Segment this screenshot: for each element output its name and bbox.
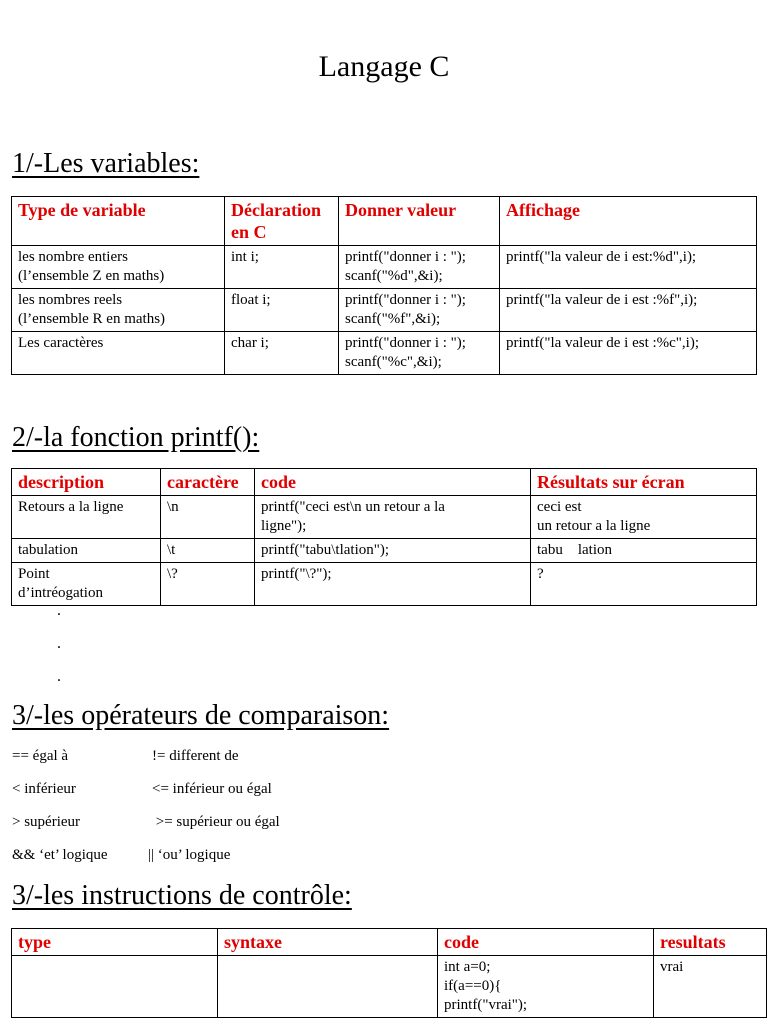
- table-cell: \n: [161, 496, 255, 539]
- operator-item: == égal à: [12, 748, 69, 764]
- table-cell: printf("donner i : "); scanf("%c",&i);: [339, 332, 500, 375]
- operator-item: >= supérieur ou égal: [152, 814, 280, 830]
- table-cell: les nombre entiers (l’ensemble Z en maths): [12, 246, 225, 289]
- table-cell: Retours a la ligne: [12, 496, 161, 539]
- table-cell: \?: [161, 563, 255, 606]
- dot: .: [57, 635, 61, 652]
- section-heading-variables: 1/-Les variables:: [12, 148, 200, 179]
- table-row: [12, 289, 757, 332]
- section-heading-control: 3/-les instructions de contrôle:: [12, 880, 352, 911]
- column-header: Résultats sur écran: [531, 469, 757, 496]
- table-cell: float i;: [225, 289, 339, 332]
- table-cell: tabu lation: [531, 539, 757, 563]
- table-cell: printf("la valeur de i est:%d",i);: [500, 246, 757, 289]
- table-cell: ?: [531, 563, 757, 606]
- table-cell: printf("la valeur de i est :%f",i);: [500, 289, 757, 332]
- section-heading-printf: 2/-la fonction printf():: [12, 422, 260, 453]
- table-cell: tabulation: [12, 539, 161, 563]
- column-header: code: [255, 469, 531, 496]
- table-cell: printf("donner i : "); scanf("%d",&i);: [339, 246, 500, 289]
- table-cell: \t: [161, 539, 255, 563]
- dot: .: [57, 668, 61, 685]
- table-header-row: [12, 469, 757, 496]
- column-header: type: [12, 929, 218, 956]
- table-row: [12, 496, 757, 539]
- column-header: Type de variable: [12, 197, 225, 246]
- table-cell: Point d’intréogation: [12, 563, 161, 606]
- table-cell: printf("la valeur de i est :%c",i);: [500, 332, 757, 375]
- table-cell: Les caractères: [12, 332, 225, 375]
- table-cell: printf("tabu\tlation");: [255, 539, 531, 563]
- table-row: [12, 246, 757, 289]
- column-header: resultats: [654, 929, 767, 956]
- table-cell: int a=0; if(a==0){ printf("vrai");: [438, 956, 654, 1018]
- control-table: [11, 928, 767, 1018]
- table-row: [12, 332, 757, 375]
- operator-item: || ‘ou’ logique: [148, 847, 231, 863]
- operator-item: <= inférieur ou égal: [152, 781, 272, 797]
- table-cell: char i;: [225, 332, 339, 375]
- column-header: syntaxe: [218, 929, 438, 956]
- operator-item: != different de: [152, 748, 239, 764]
- table-cell: ceci est un retour a la ligne: [531, 496, 757, 539]
- variables-table: [11, 196, 757, 375]
- table-cell: les nombres reels (l’ensemble R en maths): [12, 289, 225, 332]
- section-heading-operators: 3/-les opérateurs de comparaison:: [12, 700, 390, 731]
- table-cell: vrai: [654, 956, 767, 1018]
- table-cell: int i;: [225, 246, 339, 289]
- dot: .: [57, 602, 61, 619]
- table-row: [12, 956, 767, 1018]
- table-cell: [12, 956, 218, 1018]
- table-cell: printf("donner i : "); scanf("%f",&i);: [339, 289, 500, 332]
- operator-item: && ‘et’ logique: [12, 847, 108, 863]
- operator-item: < inférieur: [12, 781, 76, 797]
- column-header: Déclaration en C: [225, 197, 339, 246]
- table-row: [12, 539, 757, 563]
- operator-item: > supérieur: [12, 814, 81, 830]
- table-cell: printf("\?");: [255, 563, 531, 606]
- document-title: Langage C: [318, 50, 450, 83]
- table-row: [12, 563, 757, 606]
- column-header: description: [12, 469, 161, 496]
- column-header: caractère: [161, 469, 255, 496]
- printf-table: [11, 468, 757, 606]
- table-header-row: [12, 929, 767, 956]
- table-cell: printf("ceci est\n un retour a la ligne");: [255, 496, 531, 539]
- table-header-row: [12, 197, 757, 246]
- column-header: Donner valeur: [339, 197, 500, 246]
- table-cell: [218, 956, 438, 1018]
- column-header: code: [438, 929, 654, 956]
- column-header: Affichage: [500, 197, 757, 246]
